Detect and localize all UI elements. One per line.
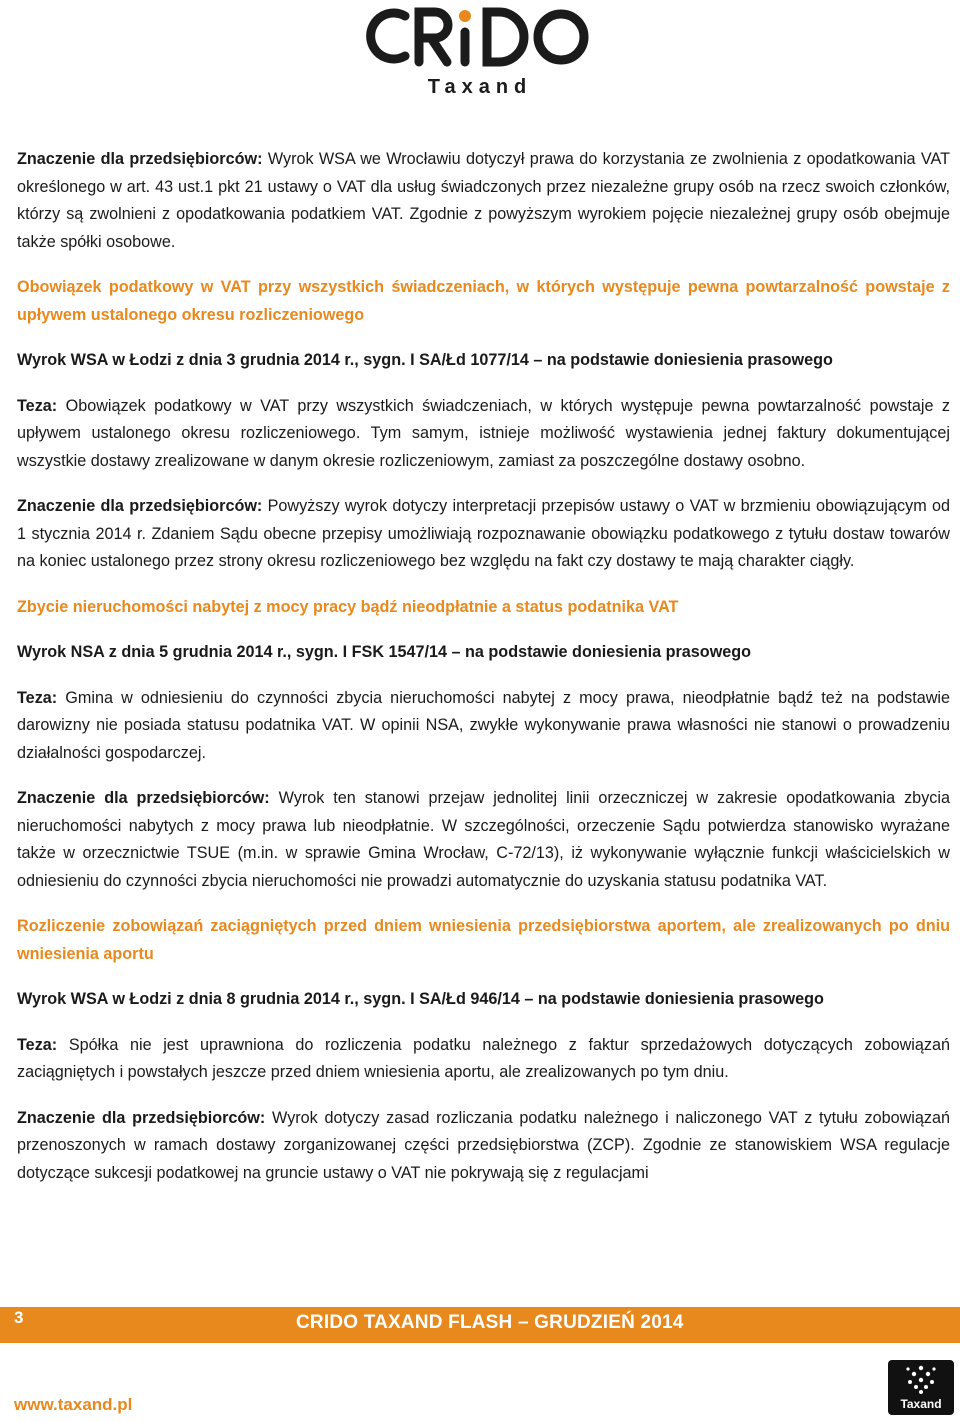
document-body — [17, 146, 950, 1205]
thesis-paragraph-1 — [17, 393, 950, 476]
section-heading-3: Rozliczenie zobowiązań zaciągniętych przed dniem wniesienia przedsiębiorstwa aportem, ale zrealizowanych po dniu wniesienia aportu — [17, 917, 950, 963]
meaning-label: Znaczenie dla przedsiębiorców: — [17, 789, 270, 807]
thesis-label: Teza: — [17, 396, 58, 415]
thesis-paragraph-3 — [17, 1032, 950, 1087]
page-number: 3 — [14, 1308, 24, 1327]
thesis-text: Obowiązek podatkowy w VAT przy wszystkich świadczeniach, w których występuje pewna powtarzalność powstaje z upływem ustalonego okresu rozliczeniowego. Tym samym, istnieje możliwość wystawienia jednej faktury dokumentującej wszystkie dostawy zrealizowane w danym okresie rozliczeniowym, zamiast za poszczególne dostawy osobno. — [17, 396, 950, 470]
taxand-subtitle: Taxand — [427, 76, 533, 98]
thesis-text: Gmina w odniesieniu do czynności zbycia nieruchomości nabytej z mocy prawa, nieodpłatnie bądź też na podstawie darowizny nie posiada statusu podatnika VAT. W opinii NSA, zwykłe wykonywanie prawa własności nie stanowi o prowadzeniu działalności gospodarczej. — [17, 688, 950, 762]
case-reference-2: Wyrok NSA z dnia 5 grudnia 2014 r., sygn. I FSK 1547/14 – na podstawie doniesienia prasowego — [17, 643, 752, 661]
section-heading-2: Zbycie nieruchomości nabytej z mocy pracy bądź nieodpłatnie a status podatnika VAT — [17, 597, 679, 616]
meaning-label: Znaczenie dla przedsiębiorców: — [17, 497, 263, 515]
case-reference-3: Wyrok WSA w Łodzi z dnia 8 grudnia 2014 r., sygn. I SA/Łd 946/14 – na podstawie doniesienia prasowego — [17, 990, 824, 1008]
meaning-text: Wyrok WSA we Wrocławiu dotyczył prawa do korzystania ze zwolnienia z opodatkowania VAT określonego w art. 43 ust.1 pkt 21 ustawy o VAT dla usług świadczonych przez niezależne grupy osób na rzecz swoich członków, którzy są zwolnieni z opodatkowania podatkiem VAT. Zgodnie z powyższym wyrokiem pojęcie niezależnej grupy osób obejmuje także spółki osobowe. — [17, 150, 950, 251]
taxand-dots-icon — [888, 1360, 954, 1398]
thesis-label: Teza: — [17, 688, 58, 707]
website-link[interactable]: www.taxand.pl — [14, 1395, 133, 1414]
meaning-label: Znaczenie dla przedsiębiorców: — [17, 150, 263, 168]
section-heading-1: Obowiązek podatkowy w VAT przy wszystkich świadczeniach, w których występuje pewna powtarzalność powstaje z upływem ustalonego okresu rozliczeniowego — [17, 278, 950, 324]
thesis-label: Teza: — [17, 1035, 58, 1054]
thesis-text: Spółka nie jest uprawniona do rozliczenia podatku należnego z faktur sprzedażowych dotyczących zobowiązań zaciągniętych i powstałych jeszcze przed dniem wniesienia aportu, ale zrealizowanych po tym dniu. — [17, 1035, 950, 1081]
intro-paragraph — [17, 146, 950, 256]
meaning-paragraph-2 — [17, 785, 950, 895]
meaning-text: Wyrok ten stanowi przejaw jednolitej linii orzeczniczej w zakresie opodatkowania zbycia nieruchomości nabytych z mocy prawa lub nieodpłatnie. W szczególności, orzeczenie Sądu potwierdza stanowisko wyrażane także w orzecznictwie TSUE (m.in. w sprawie Gmina Wrocław, C-72/13), iż wykonywanie wyłącznie funkcji właścicielskich w odniesieniu do czynności zbycia nieruchomości nie prowadzi automatycznie do uzyskania statusu podatnika VAT. — [17, 789, 950, 890]
meaning-text: Wyrok dotyczy zasad rozliczania podatku należnego i naliczonego VAT z tytułu zobowiązań przenoszonych w ramach dostawy zorganizowanej części przedsiębiorstwa (ZCP). Zgodnie ze stanowiskiem WSA regulacje dotyczące sukcesji podatkowej na gruncie ustawy o VAT nie pokrywają się z regulacjami — [17, 1108, 950, 1182]
thesis-paragraph-2 — [17, 685, 950, 768]
meaning-paragraph-1 — [17, 493, 950, 576]
crido-wordmark — [371, 12, 584, 62]
taxand-badge-label: Taxand — [900, 1397, 942, 1411]
taxand-badge — [888, 1360, 954, 1415]
case-reference-1: Wyrok WSA w Łodzi z dnia 3 grudnia 2014 r., sygn. I SA/Łd 1077/14 – na podstawie doniesienia prasowego — [17, 351, 833, 369]
meaning-label: Znaczenie dla przedsiębiorców: — [17, 1108, 266, 1127]
crido-taxand-logo — [365, 0, 595, 100]
meaning-text: Powyższy wyrok dotyczy interpretacji przepisów ustawy o VAT w brzmieniu obowiązującym od 1 stycznia 2014 r. Zdaniem Sądu obecne przepisy umożliwiają rozpoznawanie obowiązku podatkowego z tytułu dostaw towarów na koniec ustalonego przez strony okresu rozliczeniowego bez względu na fakt czy dostawy te mają charakter ciągły. — [17, 497, 950, 570]
meaning-paragraph-3 — [17, 1105, 950, 1188]
crido-dot — [459, 10, 471, 22]
footer-title: CRIDO TAXAND FLASH – GRUDZIEŃ 2014 — [296, 1312, 684, 1333]
